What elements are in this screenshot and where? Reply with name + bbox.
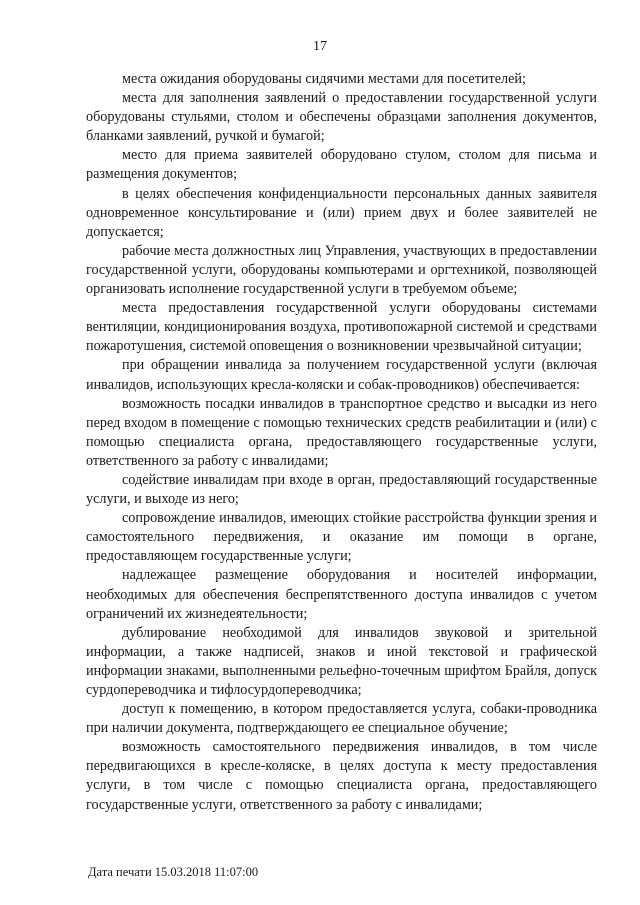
document-body bbox=[86, 70, 597, 815]
paragraph: в целях обеспечения конфиденциальности персональных данных заявителя одновременное консультирование и (или) прием двух и более заявителей не допускается; bbox=[86, 185, 597, 240]
paragraph: сопровождение инвалидов, имеющих стойкие расстройства функции зрения и самостоятельного передвижения, и оказание им помощи в органе, предоставляющем государственные услуги; bbox=[86, 510, 597, 565]
paragraph: содействие инвалидам при входе в орган, предоставляющий государственные услуги, и выходе из него; bbox=[86, 471, 597, 508]
paragraph: возможность самостоятельного передвижения инвалидов, в том числе передвигающихся в кресле-коляске, в целях доступа к месту предоставления услуги, в том числе с помощью специалиста органа, предоставляющего государственные услуги, ответственного за работу с инвалидами; bbox=[86, 739, 597, 813]
paragraph: место для приема заявителей оборудовано стулом, столом для письма и размещения документов; bbox=[86, 147, 597, 183]
paragraph: рабочие места должностных лиц Управления, участвующих в предоставлении государственной услуги, оборудованы компьютерами и оргтехникой, позволяющей организовать исполнение государственной услуги в требуемом объеме; bbox=[86, 242, 597, 298]
paragraph: надлежащее размещение оборудования и носителей информации, необходимых для обеспечения беспрепятственного доступа инвалидов с учетом ограничений их жизнедеятельности; bbox=[86, 567, 597, 622]
paragraph: дублирование необходимой для инвалидов звуковой и зрительной информации, а также надписей, знаков и иной текстовой и графической информации знаками, выполненными рельефно-точечным шрифтом Брайля, допуск сурдопереводчика и тифлосурдопереводчика; bbox=[86, 624, 597, 698]
print-date-footer: Дата печати 15.03.2018 11:07:00 bbox=[88, 865, 259, 879]
paragraph: места предоставления государственной услуги оборудованы системами вентиляции, кондиционирования воздуха, противопожарной системой и средствами пожаротушения, системой оповещения о возникновении чрезвычайной ситуации; bbox=[86, 300, 597, 355]
paragraph: при обращении инвалида за получением государственной услуги (включая инвалидов, использующих кресла-коляски и собак-проводников) обеспечивается: bbox=[86, 357, 597, 393]
paragraph: места ожидания оборудованы сидячими местами для посетителей; bbox=[122, 71, 526, 87]
paragraph: возможность посадки инвалидов в транспортное средство и высадки из него перед входом в помещение с помощью технических средств реабилитации и (или) с помощью специалиста органа, предоставляющего государственные услуги, ответственного за работу с инвалидами; bbox=[86, 395, 597, 469]
page-number: 17 bbox=[313, 39, 327, 54]
paragraph: доступ к помещению, в котором предоставляется услуга, собаки-проводника при наличии документа, подтверждающего ее специальное обучение; bbox=[86, 701, 597, 737]
paragraph: места для заполнения заявлений о предоставлении государственной услуги оборудованы стульями, столом и обеспечены образцами заполнения документов, бланками заявлений, ручкой и бумагой; bbox=[86, 90, 597, 145]
